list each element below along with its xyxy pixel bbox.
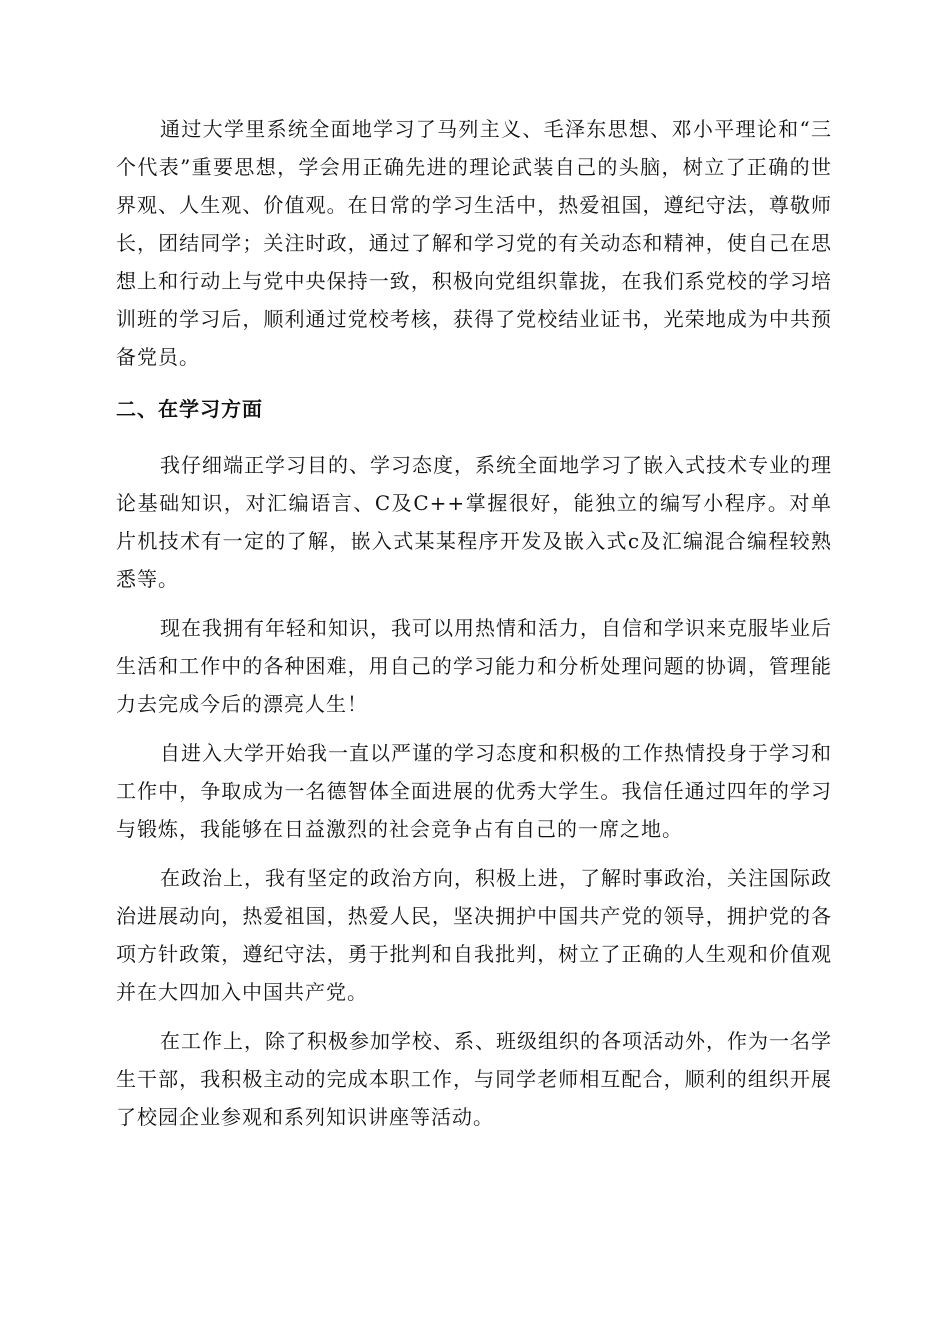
paragraph-youth-knowledge: 现在我拥有年轻和知识，我可以用热情和活力，自信和学识来克服毕业后生活和工作中的各种困难，用自己的学习能力和分析处理问题的协调，管理能力去完成今后的漂亮人生！	[116, 616, 832, 716]
paragraph-political-study: 通过大学里系统全面地学习了马列主义、毛泽东思想、邓小平理论和“三个代表”重要思想，学会用正确先进的理论武装自己的头脑，树立了正确的世界观、人生观、价值观。在日常的学习生活中，热爱祖国，遵纪守法，尊敬师长，团结同学；关注时政，通过了解和学习党的有关动态和精神，使自己在思想上和行动上与党中央保持一致，积极向党组织靠拢，在我们系党校的学习培训班的学习后，顺利通过党校考核，获得了党校结业证书，光荣地成为中共预备党员。	[116, 117, 832, 369]
section-heading-study: 二、在学习方面	[116, 397, 263, 421]
paragraph-work: 在工作上，除了积极参加学校、系、班级组织的各项活动外，作为一名学生干部，我积极主动的完成本职工作，与同学老师相互配合，顺利的组织开展了校园企业参观和系列知识讲座等活动。	[116, 1029, 832, 1129]
document-page	[116, 110, 832, 1136]
paragraph-political-stance: 在政治上，我有坚定的政治方向，积极上进，了解时事政治，关注国际政治进展动向，热爱祖国，热爱人民，坚决拥护中国共产党的领导，拥护党的各项方针政策，遵纪守法，勇于批判和自我批判，树立了正确的人生观和价值观并在大四加入中国共产党。	[116, 866, 832, 1004]
paragraph-university-attitude: 自进入大学开始我一直以严谨的学习态度和积极的工作热情投身于学习和工作中，争取成为一名德智体全面进展的优秀大学生。我信任通过四年的学习与锻炼，我能够在日益激烈的社会竞争占有自己的一席之地。	[116, 741, 832, 841]
paragraph-study-knowledge: 我仔细端正学习目的、学习态度，系统全面地学习了嵌入式技术专业的理论基础知识，对汇编语言、C及C++掌握很好，能独立的编写小程序。对单片机技术有一定的了解，嵌入式某某程序开发及嵌入式c及汇编混合编程较熟悉等。	[116, 453, 832, 591]
